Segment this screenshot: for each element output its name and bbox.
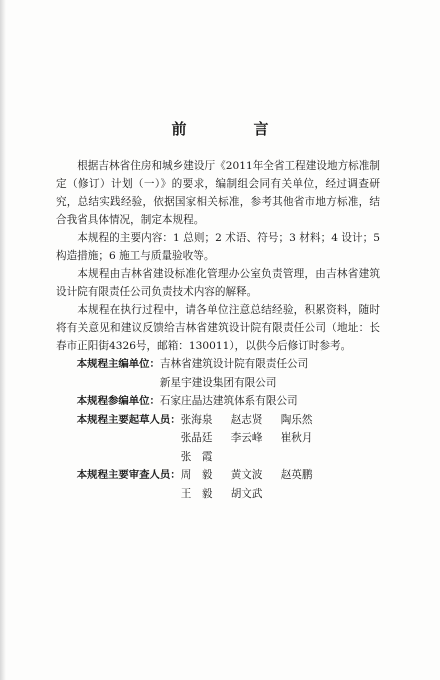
reviewer-name: 黄文波 [230, 469, 263, 481]
reviewers-row [56, 466, 380, 503]
preface-body [56, 157, 380, 503]
reviewer-name: 周 毅 [180, 469, 213, 481]
drafters-label: 本规程主要起草人员： [76, 413, 181, 426]
reviewers-list [181, 466, 380, 503]
chief-units-row [56, 355, 380, 392]
chief-units-list [160, 355, 380, 392]
credits-block [56, 355, 380, 503]
drafter-name: 张 霞 [180, 450, 213, 463]
drafter-name: 张晶廷 [180, 432, 213, 444]
paragraph-management: 本规程由吉林省建设标准化管理办公室负责管理，由吉林省建筑设计院有限责任公司负责技术内容的解释。 [56, 268, 380, 298]
chief-unit: 新星宇建设集团有限公司 [159, 376, 277, 389]
paragraph-feedback: 本规程在执行过程中，请各单位注意总结经验，积累资料，随时将有关意见和建议反馈给吉林省建筑设计院有限责任公司（地址：长春市正阳街4326号，邮箱：130011），以供今后修订时参考。 [56, 304, 380, 352]
drafter-name: 张海泉 [180, 413, 213, 426]
participant-unit-label: 本规程参编单位： [76, 395, 160, 407]
participant-unit-row [56, 392, 380, 411]
paragraph-contents: 本规程的主要内容：1 总则；2 术语、符号；3 材料；4 设计；5 构造措施；6 施工与质量验收等。 [56, 232, 380, 262]
reviewers-label: 本规程主要审查人员： [76, 469, 181, 481]
reviewer-name: 王 毅 [180, 487, 213, 500]
reviewer-name: 胡文武 [230, 487, 263, 500]
drafters-row [56, 411, 380, 467]
drafter-name: 崔秋月 [280, 432, 313, 444]
reviewer-name: 赵英鹏 [280, 469, 313, 481]
page-edge-shadow [0, 0, 6, 680]
chief-unit: 吉林省建筑设计院有限责任公司 [159, 358, 309, 370]
page-title: 前 言 [171, 120, 295, 138]
participant-unit: 石家庄晶达建筑体系有限公司 [159, 395, 298, 407]
drafters-list [181, 411, 380, 467]
drafter-name: 陶乐然 [280, 413, 313, 426]
drafter-name: 李云峰 [230, 432, 263, 444]
drafter-name: 赵志贤 [230, 413, 263, 426]
chief-units-label: 本规程主编单位： [76, 358, 160, 370]
paragraph-background: 根据吉林省住房和城乡建设厅《2011年全省工程建设地方标准制定（修订）计划（一）》的要求，编制组会同有关单位，经过调查研究，总结实践经验，依据国家相关标准，参考其他省市地方标准，结合我省具体情况，制定本规程。 [56, 160, 380, 226]
